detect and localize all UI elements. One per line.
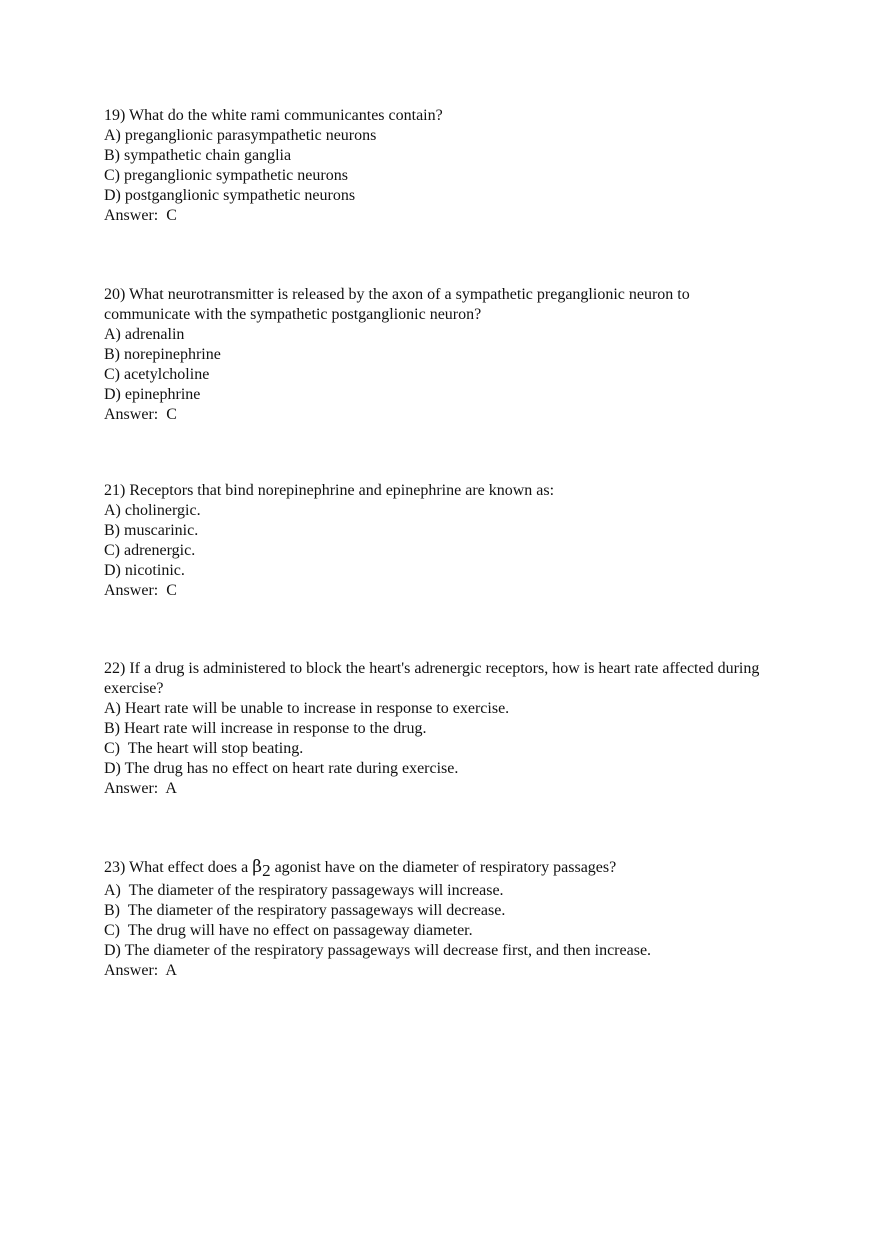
option-a: A) The diameter of the respiratory passageways will increase. xyxy=(104,882,504,899)
option-b: B) Heart rate will increase in response to the drug. xyxy=(104,720,427,737)
option-b: B) muscarinic. xyxy=(104,522,199,539)
answer-line: Answer: C xyxy=(104,582,177,599)
option-d: D) nicotinic. xyxy=(104,562,185,579)
option-a: A) preganglionic parasympathetic neurons xyxy=(104,127,377,144)
option-c: C) acetylcholine xyxy=(104,366,210,383)
option-d: D) The drug has no effect on heart rate during exercise. xyxy=(104,760,459,777)
answer-line: Answer: A xyxy=(104,780,177,797)
question-22 xyxy=(104,659,794,799)
option-c: C) preganglionic sympathetic neurons xyxy=(104,167,348,184)
option-b: B) norepinephrine xyxy=(104,346,221,363)
beta-subscript: 2 xyxy=(262,861,271,880)
option-d: D) The diameter of the respiratory passageways will decrease first, and then increase. xyxy=(104,942,652,959)
stem-text-after: agonist have on the diameter of respiratory passages? xyxy=(270,859,617,876)
answer-line: Answer: C xyxy=(104,406,177,423)
question-23 xyxy=(104,857,794,981)
option-d: D) postganglionic sympathetic neurons xyxy=(104,187,356,204)
option-c: C) The heart will stop beating. xyxy=(104,740,304,757)
option-c: C) adrenergic. xyxy=(104,542,196,559)
option-d: D) epinephrine xyxy=(104,386,201,403)
question-stem: 22) If a drug is administered to block the heart's adrenergic receptors, how is heart rate affected during exercise? xyxy=(104,660,760,697)
stem-text-before: 23) What effect does a xyxy=(104,859,253,876)
question-21 xyxy=(104,481,794,601)
option-a: A) Heart rate will be unable to increase in response to exercise. xyxy=(104,700,510,717)
option-a: A) adrenalin xyxy=(104,326,185,343)
option-a: A) cholinergic. xyxy=(104,502,201,519)
answer-line: Answer: C xyxy=(104,207,177,224)
option-b: B) The diameter of the respiratory passageways will decrease. xyxy=(104,902,506,919)
question-19 xyxy=(104,106,794,226)
question-stem: 21) Receptors that bind norepinephrine and epinephrine are known as: xyxy=(104,482,555,499)
answer-line: Answer: A xyxy=(104,962,177,979)
question-stem xyxy=(104,857,794,878)
option-b: B) sympathetic chain ganglia xyxy=(104,147,292,164)
beta-symbol: β xyxy=(252,857,263,877)
question-stem: 20) What neurotransmitter is released by the axon of a sympathetic preganglionic neuron to communicate with the sympathetic postganglionic neuron? xyxy=(104,286,690,323)
question-20 xyxy=(104,285,794,425)
question-stem: 19) What do the white rami communicantes contain? xyxy=(104,107,443,124)
option-c: C) The drug will have no effect on passageway diameter. xyxy=(104,922,473,939)
